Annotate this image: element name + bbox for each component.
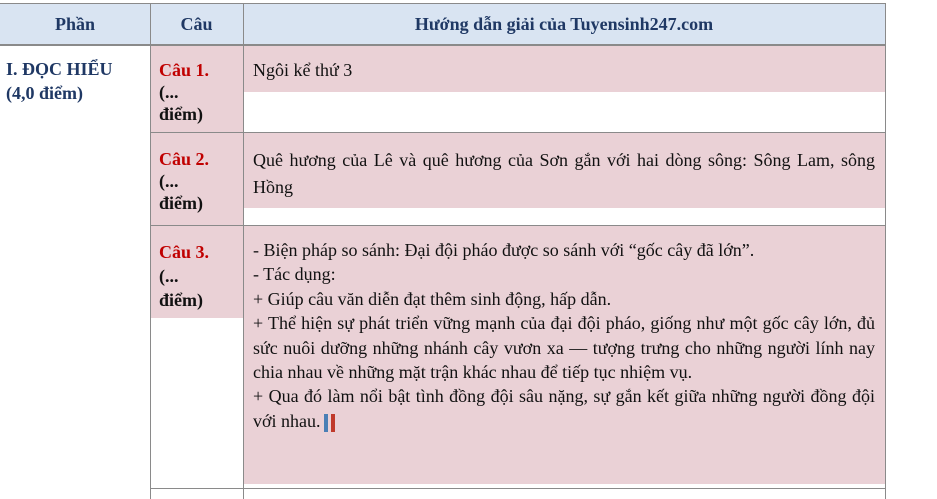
grid-line [150, 132, 886, 133]
answer-line: - Tác dụng: [253, 264, 336, 285]
section-points: (4,0 điểm) [6, 83, 83, 103]
question-3-points-open: (... [159, 266, 179, 286]
question-1-points-close: điểm) [159, 104, 203, 124]
answer-line: - Biện pháp so sánh: Đại đội pháo được so sánh với “gốc cây đã lớn”. [253, 240, 755, 260]
header-cell-cau [150, 3, 243, 45]
answer-line: + Thể hiện sự phát triển vững mạnh của đại đội pháo, giống như một gốc cây lớn, đủ sức nuôi dưỡng những nhánh cây vươn xa — tượng trưng cho những người lính nay chia nhau về những mặt trận khác nhau để tiếp tục nhiệm vụ. [253, 313, 875, 383]
question-3-answer [253, 238, 875, 433]
grid-line [243, 3, 244, 499]
grid-line [150, 225, 886, 226]
question-1-label [159, 59, 243, 125]
section-title [6, 57, 146, 105]
header-phan-label: Phần [54, 13, 96, 34]
header-cell-phan [0, 3, 150, 45]
answer-line-text: + Qua đó làm nổi bật tình đồng đội sâu nặng, sự gắn kết giữa những người đồng đội với nhau. [253, 386, 875, 431]
question-3-label [159, 240, 243, 312]
answer-line: Ngôi kể thứ 3 [253, 60, 353, 80]
grid-line [885, 3, 886, 499]
question-1-answer [253, 58, 875, 82]
question-3-number: Câu 3. [159, 242, 210, 262]
answer-line: + Giúp câu văn diễn đạt thêm sinh động, hấp dẫn. [253, 288, 612, 309]
answer-line-last [253, 384, 875, 433]
header-cau-label: Câu [180, 13, 213, 34]
grid-line [0, 45, 886, 46]
question-2-number: Câu 2. [159, 149, 210, 169]
section-title-text: I. ĐỌC HIỂU [6, 59, 113, 79]
header-guide-label: Hướng dẫn giải của Tuyensinh247.com [414, 13, 714, 34]
question-2-points-open: (... [159, 171, 179, 191]
question-2-answer [253, 147, 875, 201]
question-2-label [159, 148, 243, 214]
question-1-number: Câu 1. [159, 60, 210, 80]
header-cell-guide [243, 3, 885, 45]
text-cursor-marker-icon [324, 413, 338, 433]
grid-line [150, 488, 886, 489]
question-3-points-close: điểm) [159, 290, 203, 310]
question-2-points-close: điểm) [159, 193, 203, 213]
answer-line: Quê hương của Lê và quê hương của Sơn gắn với hai dòng sông: Sông Lam, sông Hồng [253, 150, 875, 197]
grid-line [150, 3, 151, 499]
question-1-points-open: (... [159, 82, 179, 102]
